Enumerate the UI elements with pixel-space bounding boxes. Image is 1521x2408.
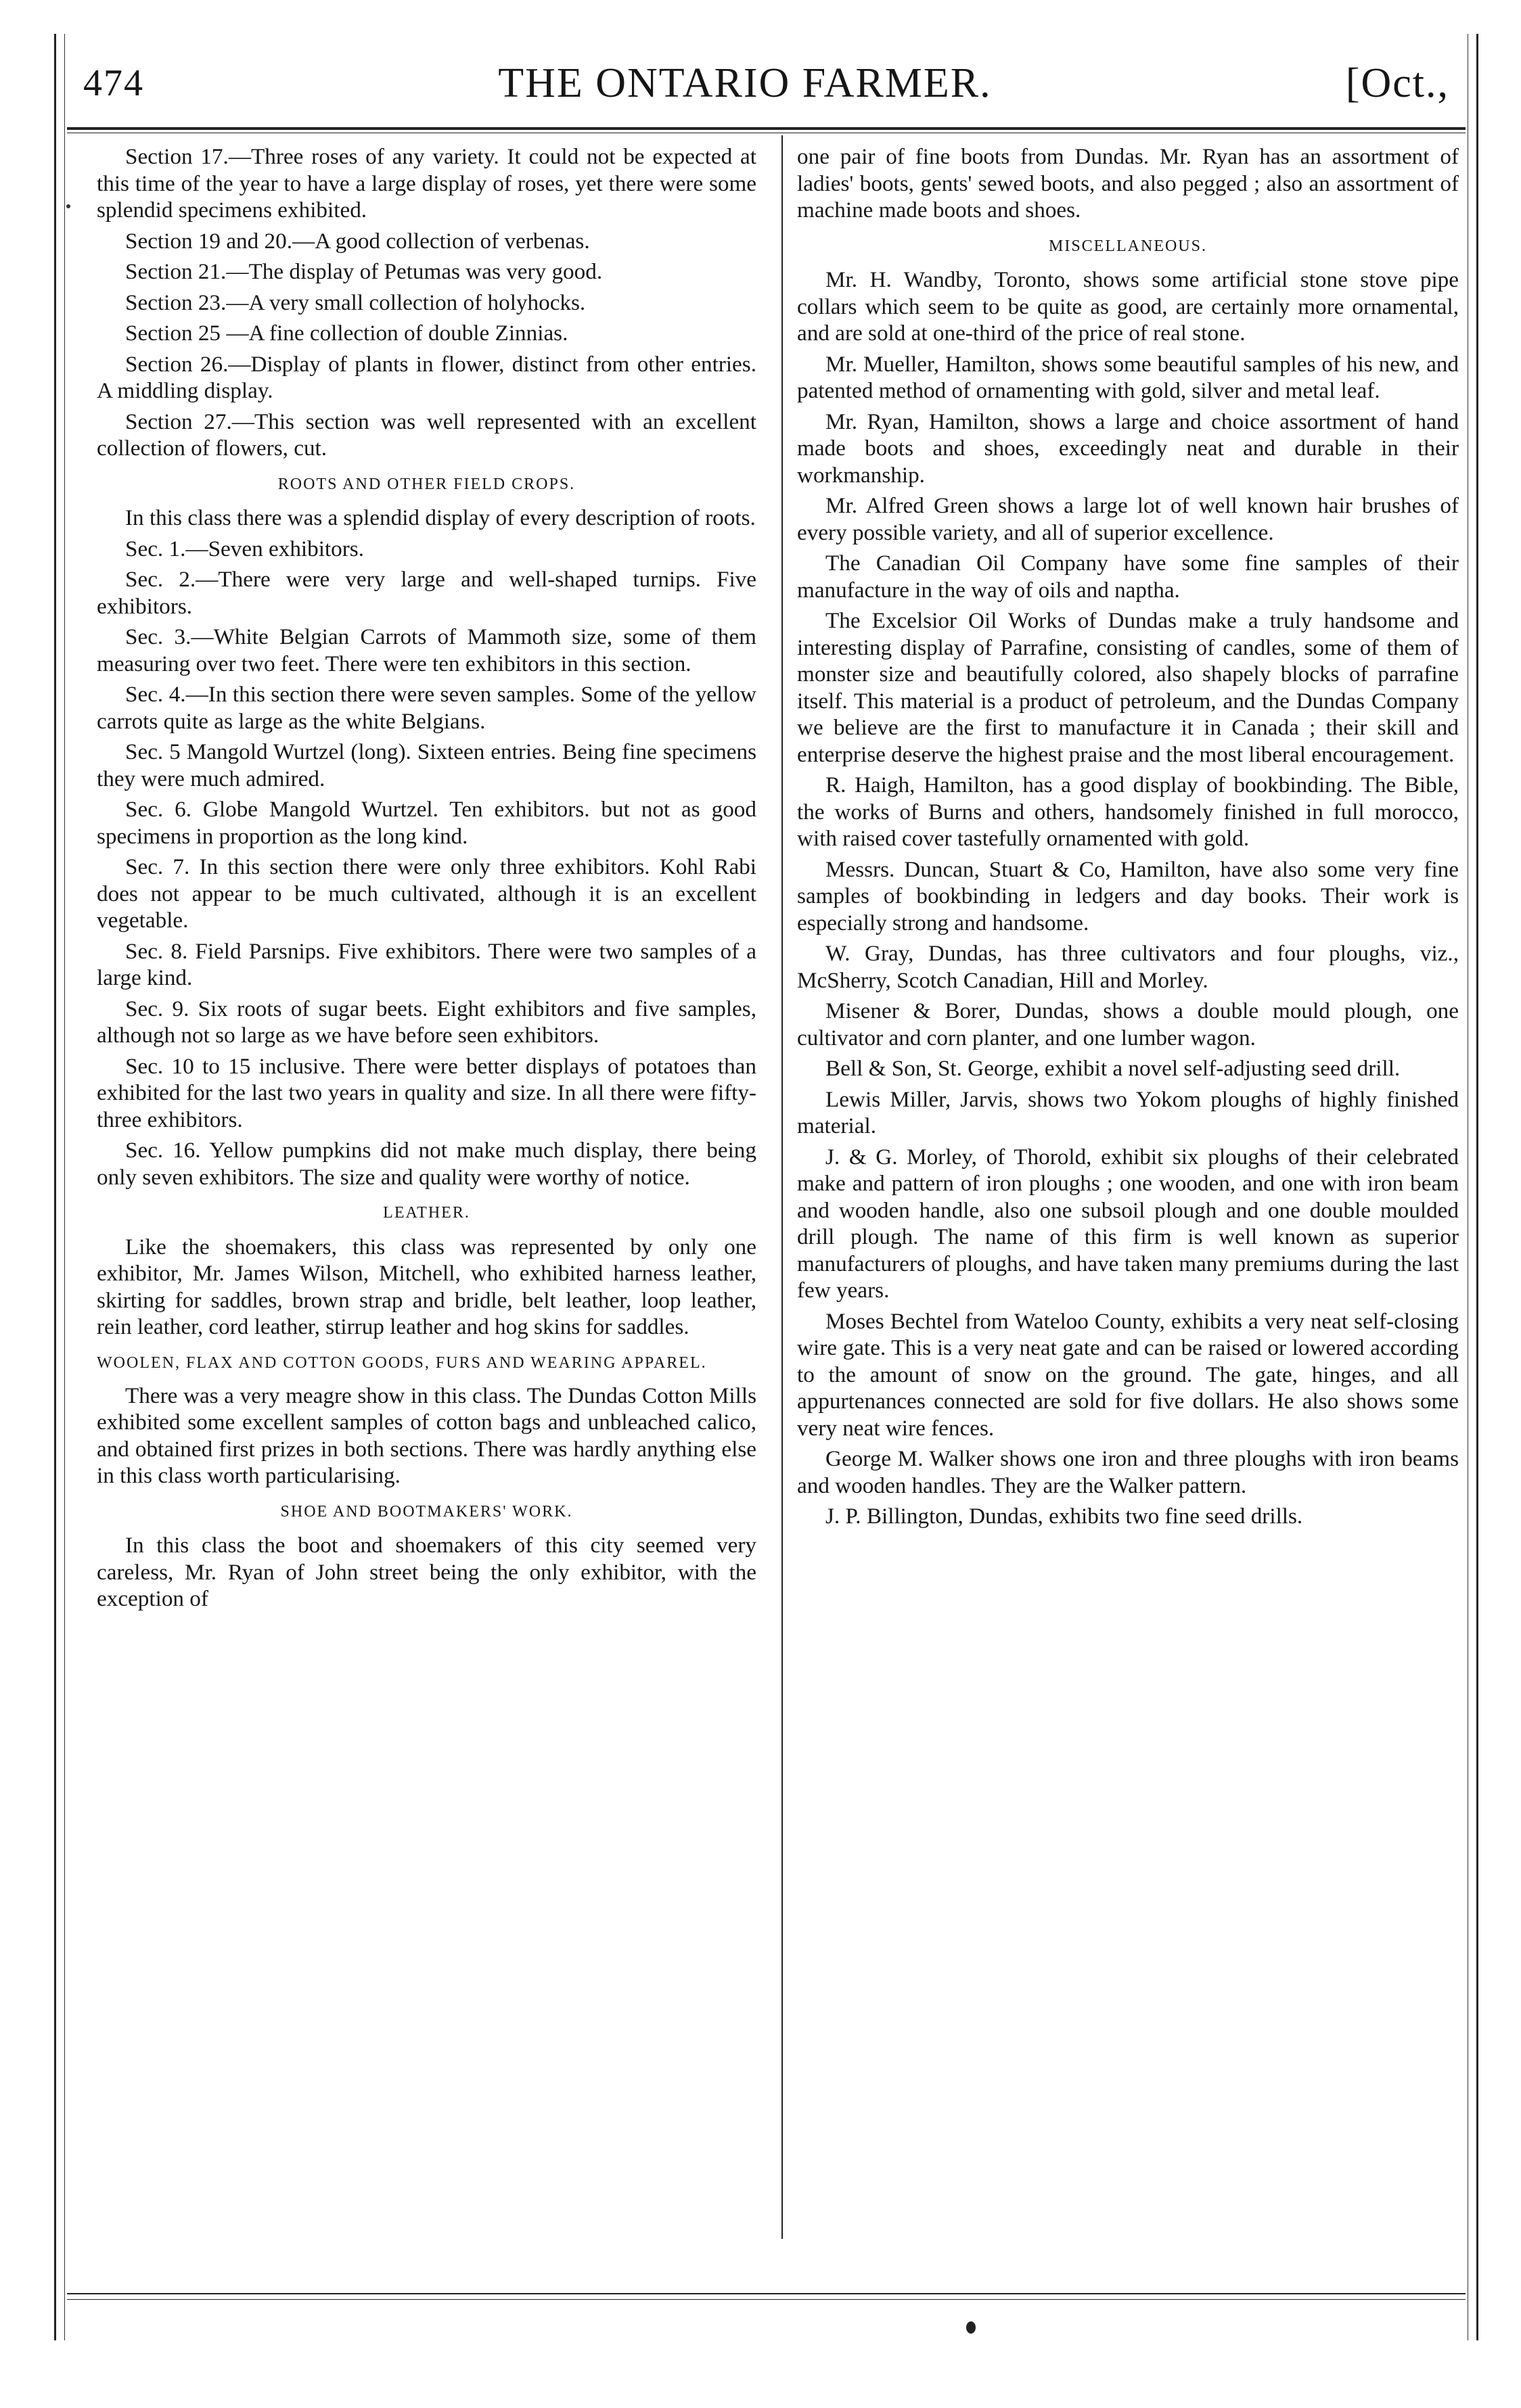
inner-border-left (64, 34, 65, 2340)
paragraph: Section 25 —A fine collection of double Zinnias. (125, 321, 568, 346)
paragraph: Sec. 16. Yellow pumpkins did not make much display, there being only seven exhibitors. The size and quality were worthy of notice. (97, 1138, 756, 1190)
issue-month: [Oct., (1345, 60, 1449, 106)
section-heading-woolen: WOOLEN, FLAX AND COTTON GOODS, FURS AND WEARING APPAREL. (97, 1353, 707, 1372)
paragraph: Section 19 and 20.—A good collection of verbenas. (125, 228, 590, 254)
page-number: 474 (83, 62, 144, 104)
page-header (83, 46, 1449, 120)
section-heading-misc: MISCELLANEOUS. (1048, 237, 1207, 255)
paragraph: Sec. 8. Field Parsnips. Five exhibitors. There were two samples of a large kind. (97, 938, 756, 990)
paragraph: Sec. 9. Six roots of sugar beets. Eight exhibitors and five samples, although not so large as we have before seen exhibitors. (97, 996, 756, 1048)
ink-speck (966, 2321, 976, 2334)
header-rule (67, 127, 1466, 130)
paragraph: Misener & Borer, Dundas, shows a double mould plough, one cultivator and corn planter, and one lumber wagon. (797, 998, 1459, 1050)
section-heading-roots: ROOTS AND OTHER FIELD CROPS. (277, 475, 576, 493)
paragraph: Sec. 6. Globe Mangold Wurtzel. Ten exhibitors. but not as good specimens in proportion as the long kind. (97, 797, 756, 849)
paragraph: R. Haigh, Hamilton, has a good display of bookbinding. The Bible, the works of Burns and others, handsomely finished in full morocco, with raised cover tastefully ornamented with gold. (797, 772, 1459, 851)
footer-rule-thin (67, 2299, 1466, 2300)
paragraph: Section 23.—A very small collection of holyhocks. (125, 290, 586, 315)
section-heading-leather: LEATHER. (383, 1204, 470, 1222)
paragraph: Sec. 10 to 15 inclusive. There were better displays of potatoes than exhibited for the last two years in quality and size. In all there were fifty-three exhibitors. (97, 1053, 756, 1132)
paragraph: In this class the boot and shoemakers of this city seemed very careless, Mr. Ryan of John street being the only exhibitor, with the exception of (97, 1533, 756, 1611)
paragraph: There was a very meagre show in this class. The Dundas Cotton Mills exhibited some excellent samples of cotton bags and unbleached calico, and obtained first prizes in both sections. There was hardly anything else in this class worth particularising. (97, 1383, 756, 1488)
paragraph: Like the shoemakers, this class was represented by only one exhibitor, Mr. James Wilson, Mitchell, who exhibited harness leather, skirting for saddles, brown strap and bridle, belt leather, loop leather, rein leather, cord leather, stirrup leather and hog skins for saddles. (97, 1234, 756, 1339)
paragraph: one pair of fine boots from Dundas. Mr. Ryan has an assortment of ladies' boots, gents' sewed boots, and also pegged ; also an assortment of machine made boots and shoes. (797, 144, 1459, 223)
paragraph: Lewis Miller, Jarvis, shows two Yokom ploughs of highly finished material. (797, 1086, 1459, 1138)
paragraph: Sec. 4.—In this section there were seven samples. Some of the yellow carrots quite as large as the white Belgians. (97, 682, 756, 734)
paragraph: The Canadian Oil Company have some fine samples of their manufacture in the way of oils and naptha. (797, 551, 1459, 603)
paragraph: Mr. Mueller, Hamilton, shows some beautiful samples of his new, and patented method of ornamenting with gold, silver and metal leaf. (797, 351, 1459, 403)
paragraph: Messrs. Duncan, Stuart & Co, Hamilton, have also some very fine samples of bookbinding in ledgers and day books. Their work is especially strong and handsome. (797, 856, 1459, 935)
publication-title: THE ONTARIO FARMER. (498, 60, 992, 106)
left-column (97, 143, 756, 1617)
paragraph: In this class there was a splendid display of every description of roots. (125, 505, 756, 530)
ink-speck (66, 204, 70, 208)
paragraph: Sec. 1.—Seven exhibitors. (125, 536, 365, 561)
paragraph: The Excelsior Oil Works of Dundas make a truly handsome and interesting display of Parrafine, consisting of candles, some of them of monster size and beautifully colored, also shapely blocks of parrafine itself. This material is a product of petroleum, and the Dundas Company we believe are the first to manufacture it in Canada ; their skill and enterprise deserve the highest praise and the most liberal encouragement. (797, 608, 1459, 767)
paragraph: Section 17.—Three roses of any variety. It could not be expected at this time of the year to have a large display of roses, yet there were some splendid specimens exhibited. (97, 144, 756, 223)
paragraph: Section 26.—Display of plants in flower, distinct from other entries. A middling display. (97, 351, 756, 403)
paragraph: Moses Bechtel from Wateloo County, exhibits a very neat self-closing wire gate. This is a very neat gate and can be raised or lowered according to the amount of snow on the ground. The gate, hinges, and all appurtenances connected are sold for five dollars. He also shows some very neat wire fences. (797, 1308, 1459, 1441)
paragraph: J. & G. Morley, of Thorold, exhibit six ploughs of their celebrated make and pattern of iron ploughs ; one wooden, and one with iron beam and wooden handle, also one subsoil plough and one double moulded drill plough. The name of this firm is well known as superior manufacturers of ploughs, and have taken many premiums during the last few years. (797, 1144, 1459, 1303)
paragraph: J. P. Billington, Dundas, exhibits two fine seed drills. (825, 1504, 1303, 1529)
right-column (797, 143, 1459, 1534)
paragraph: W. Gray, Dundas, has three cultivators and four ploughs, viz., McSherry, Scotch Canadian, Hill and Morley. (797, 941, 1459, 993)
paragraph: Sec. 5 Mangold Wurtzel (long). Sixteen entries. Being fine specimens they were much admired. (97, 739, 756, 791)
paragraph: Bell & Son, St. George, exhibit a novel self-adjusting seed drill. (825, 1056, 1401, 1081)
paragraph: Section 27.—This section was well represented with an excellent collection of flowers, cut. (97, 409, 756, 461)
paragraph: Sec. 7. In this section there were only three exhibitors. Kohl Rabi does not appear to be much cultivated, although it is an excellent vegetable. (97, 854, 756, 933)
paragraph: Mr. Ryan, Hamilton, shows a large and choice assortment of hand made boots and shoes, exceedingly neat and durable in their workmanship. (797, 409, 1459, 488)
page-frame (54, 34, 1478, 2340)
paragraph: Mr. Alfred Green shows a large lot of well known hair brushes of every possible variety, and all of superior excellence. (797, 493, 1459, 545)
paragraph: Sec. 2.—There were very large and well-shaped turnips. Five exhibitors. (97, 567, 756, 619)
paragraph: George M. Walker shows one iron and three ploughs with iron beams and wooden handles. They are the Walker pattern. (797, 1446, 1459, 1498)
paragraph: Sec. 3.—White Belgian Carrots of Mammoth size, some of them measuring over two feet. There were ten exhibitors in this section. (97, 624, 756, 676)
column-divider (781, 135, 783, 2239)
paragraph: Mr. H. Wandby, Toronto, shows some artificial stone stove pipe collars which seem to be quite as good, are certainly more ornamental, and are sold at one-third of the price of real stone. (797, 267, 1459, 346)
section-heading-shoe: SHOE AND BOOTMAKERS' WORK. (280, 1502, 573, 1521)
footer-rule (67, 2293, 1466, 2294)
paragraph: Section 21.—The display of Petumas was very good. (125, 259, 603, 284)
